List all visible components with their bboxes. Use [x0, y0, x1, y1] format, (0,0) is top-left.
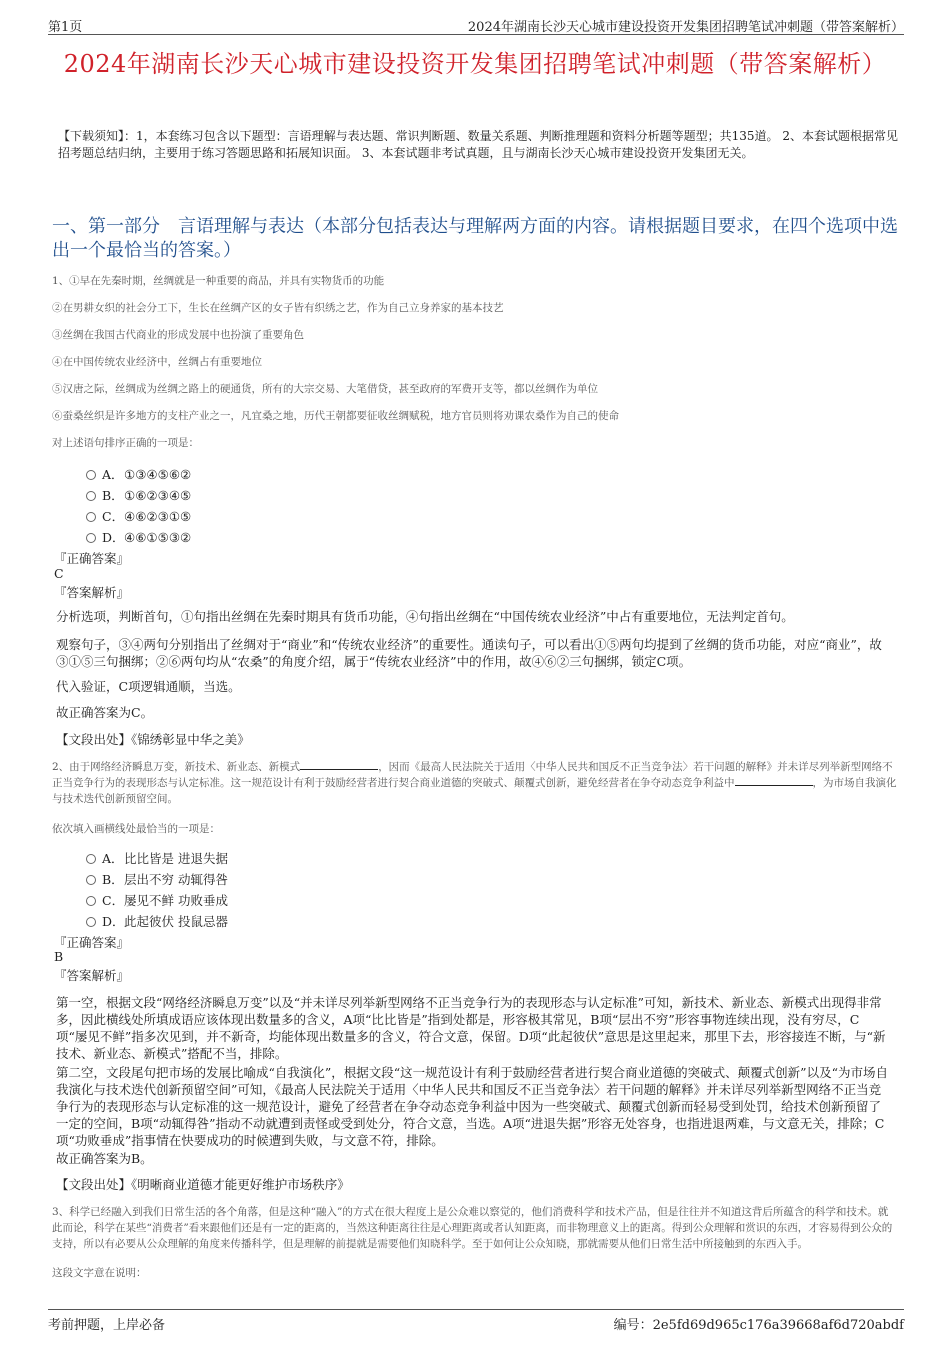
q2-option-c[interactable]: C．屡见不鲜 功败垂成: [86, 891, 228, 909]
radio-circle-icon[interactable]: [86, 854, 96, 864]
radio-circle-icon[interactable]: [86, 533, 96, 543]
q1-line-1: 1、①早在先秦时期，丝绸就是一种重要的商品，并具有实物货币的功能: [52, 275, 385, 287]
q2-prompt: 依次填入画横线处最恰当的一项是：: [52, 823, 220, 835]
download-notice: 【下载须知】：1，本套练习包含以下题型：言语理解与表达题、常识判断题、数量关系题、判断推理题和资料分析题等题型；共135道。 2、本套试题根据常见招考题总结归纳，主要用于练习答题思路和拓展知识面。 3、本套试题非考试真题，且与湖南长沙天心城市建设投资开发集团无关。: [58, 129, 898, 160]
radio-circle-icon[interactable]: [86, 875, 96, 885]
q2-analysis-3: 故正确答案为B。: [56, 1151, 153, 1166]
footer-slogan: 考前押题，上岸必备: [48, 1318, 166, 1333]
q1-option-c[interactable]: C．④⑥②③①⑤: [86, 507, 191, 525]
q2-analysis-tag: 『答案解析』: [54, 968, 130, 983]
q2-answer: B: [54, 949, 64, 964]
q1-line-2: ②在男耕女织的社会分工下，生长在丝绸产区的女子皆有织绣之艺，作为自己立身养家的基本技艺: [52, 302, 504, 314]
q2-option-a[interactable]: A．比比皆是 进退失据: [86, 849, 228, 867]
radio-circle-icon[interactable]: [86, 896, 96, 906]
q1-line-3: ③丝绸在我国古代商业的形成发展中也扮演了重要角色: [52, 329, 304, 341]
q1-line-4: ④在中国传统农业经济中，丝绸占有重要地位: [52, 356, 262, 368]
q1-analysis-3: 代入验证，C项逻辑通顺，当选。: [56, 679, 241, 694]
radio-circle-icon[interactable]: [86, 917, 96, 927]
q1-source: 【文段出处】《锦绣彰显中华之美》: [56, 732, 250, 747]
page-footer: [48, 1309, 904, 1332]
q1-line-6: ⑥蚕桑丝织是许多地方的支柱产业之一，凡宜桑之地，历代王朝都要征收丝绸赋税，地方官员则将劝课农桑作为自己的使命: [52, 410, 619, 422]
q3-stem: 3、科学已经融入到我们日常生活的各个角落，但是这种“融入”的方式在很大程度上是公众难以察觉的，他们消费科学和技术产品，但是往往并不知道这背后所蕴含的科学和技术。就此而论，科学在某些“消费者”看来跟他们还是有一定的距离的，当然这种距离往往是心理距离或者认知距离，而非物理意义上的距离。得到公众理解和赏识的东西，才容易得到公众的支持，所以有必要从公众理解的角度来传播科学，但是理解的前提就是需要他们知晓科学。至于如何让公众知晓，那就需要从他们日常生活中所接触到的东西入手。: [52, 1206, 893, 1250]
page-header: [48, 14, 904, 35]
q2-option-b[interactable]: B．层出不穷 动辄得咎: [86, 870, 228, 888]
q3-prompt: 这段文字意在说明：: [52, 1267, 147, 1279]
q1-option-d[interactable]: D．④⑥①⑤③②: [86, 528, 191, 546]
q2-analysis-1: 第一空，根据文段“网络经济瞬息万变”以及“并未详尽列举新型网络不正当竞争行为的表现形态与认定标准”可知，新技术、新业态、新模式出现得非常多，因此横线处所填成语应该体现出数量多的含义，A项“比比皆是”指到处都是，形容极其常见，B项“层出不穷”形容事物连续出现，没有穷尽，C项“屡见不鲜”指多次见到，并不新奇，均能体现出数量多的含义，符合文意，保留。D项“此起彼伏”意思是这里起来，那里下去，形容接连不断，与“新技术、新业态、新模式”搭配不当，排除。: [56, 995, 886, 1061]
q2-stem: 2、由于网络经济瞬息万变，新技术、新业态、新模式 ，因而《最高人民法院关于适用〈中华人民共和国反不正当竞争法〉若干问题的解释》并未详尽列举新型网络不正当竞争行为的表现形态与认定标准。这一规范设计有利于鼓励经营者进行契合商业道德的突破式、颠覆式创新，避免经营者在争夺动态竞争利益中 ，为市场自我演化与技术迭代创新预留空间。: [52, 761, 897, 805]
radio-circle-icon[interactable]: [86, 470, 96, 480]
q1-analysis-4: 故正确答案为C。: [56, 705, 154, 720]
fill-blank-1[interactable]: [300, 759, 378, 770]
section-title: 一、第一部分 言语理解与表达（本部分包括表达与理解两方面的内容。请根据题目要求，在四个选项中选出一个最恰当的答案。）: [52, 216, 898, 261]
header-doc-title: 2024年湖南长沙天心城市建设投资开发集团招聘笔试冲刺题（带答案解析）: [467, 20, 904, 35]
q1-option-a[interactable]: A．①③④⑤⑥②: [86, 465, 191, 483]
q1-option-b[interactable]: B．①⑥②③④⑤: [86, 486, 191, 504]
radio-circle-icon[interactable]: [86, 512, 96, 522]
q2-answer-tag: 『正确答案』: [54, 935, 130, 950]
page-number: 第1页: [48, 20, 83, 35]
footer-code: 编号：2e5fd69d965c176a39668af6d720abdf: [613, 1318, 904, 1333]
page-title: 2024年湖南长沙天心城市建设投资开发集团招聘笔试冲刺题（带答案解析）: [63, 50, 887, 78]
q1-analysis-2: 观察句子，③④两句分别指出了丝绸对于“商业”和“传统农业经济”的重要性。通读句子，可以看出①⑤两句均提到了丝绸的货币功能，对应“商业”，故③①⑤三句捆绑；②⑥两句均从“农桑”的角度介绍，属于“传统农业经济”中的作用，故④⑥②三句捆绑，锁定C项。: [56, 637, 882, 669]
fill-blank-2[interactable]: [735, 775, 813, 786]
q1-analysis-tag: 『答案解析』: [54, 585, 130, 600]
q1-analysis-1: 分析选项，判断首句，①句指出丝绸在先秦时期具有货币功能，④句指出丝绸在“中国传统农业经济”中占有重要地位，无法判定首句。: [56, 609, 794, 624]
q1-prompt: 对上述语句排序正确的一项是：: [52, 437, 199, 449]
q2-source: 【文段出处】《明晰商业道德才能更好维护市场秩序》: [56, 1177, 350, 1192]
q1-line-5: ⑤汉唐之际，丝绸成为丝绸之路上的硬通货，所有的大宗交易、大笔借贷，甚至政府的军费开支等，都以丝绸作为单位: [52, 383, 598, 395]
q2-analysis-2: 第二空，文段尾句把市场的发展比喻成“自我演化”，根据文段“这一规范设计有利于鼓励经营者进行契合商业道德的突破式、颠覆式创新”以及“为市场自我演化与技术迭代创新预留空间”可知，《最高人民法院关于适用〈中华人民共和国反不正当竞争法〉若干问题的解释》并未详尽列举新型网络不正当竞争行为的表现形态与认定标准的这一规范设计，避免了经营者在争夺动态竞争利益中因为一些突破式、颠覆式创新而轻易受到处罚，给技术创新预留了一定的空间，B项“动辄得咎”指动不动就遭到责怪或受到处分，符合文意，当选。A项“进退失据”形容无处容身，也指进退两难，与文意无关，排除；C项“功败垂成”指事情在快要成功的时候遭到失败，与文意不符，排除。: [56, 1065, 888, 1148]
q1-answer-tag: 『正确答案』: [54, 551, 130, 566]
radio-circle-icon[interactable]: [86, 491, 96, 501]
q2-option-d[interactable]: D．此起彼伏 投鼠忌器: [86, 912, 228, 930]
q1-answer: C: [54, 566, 64, 581]
